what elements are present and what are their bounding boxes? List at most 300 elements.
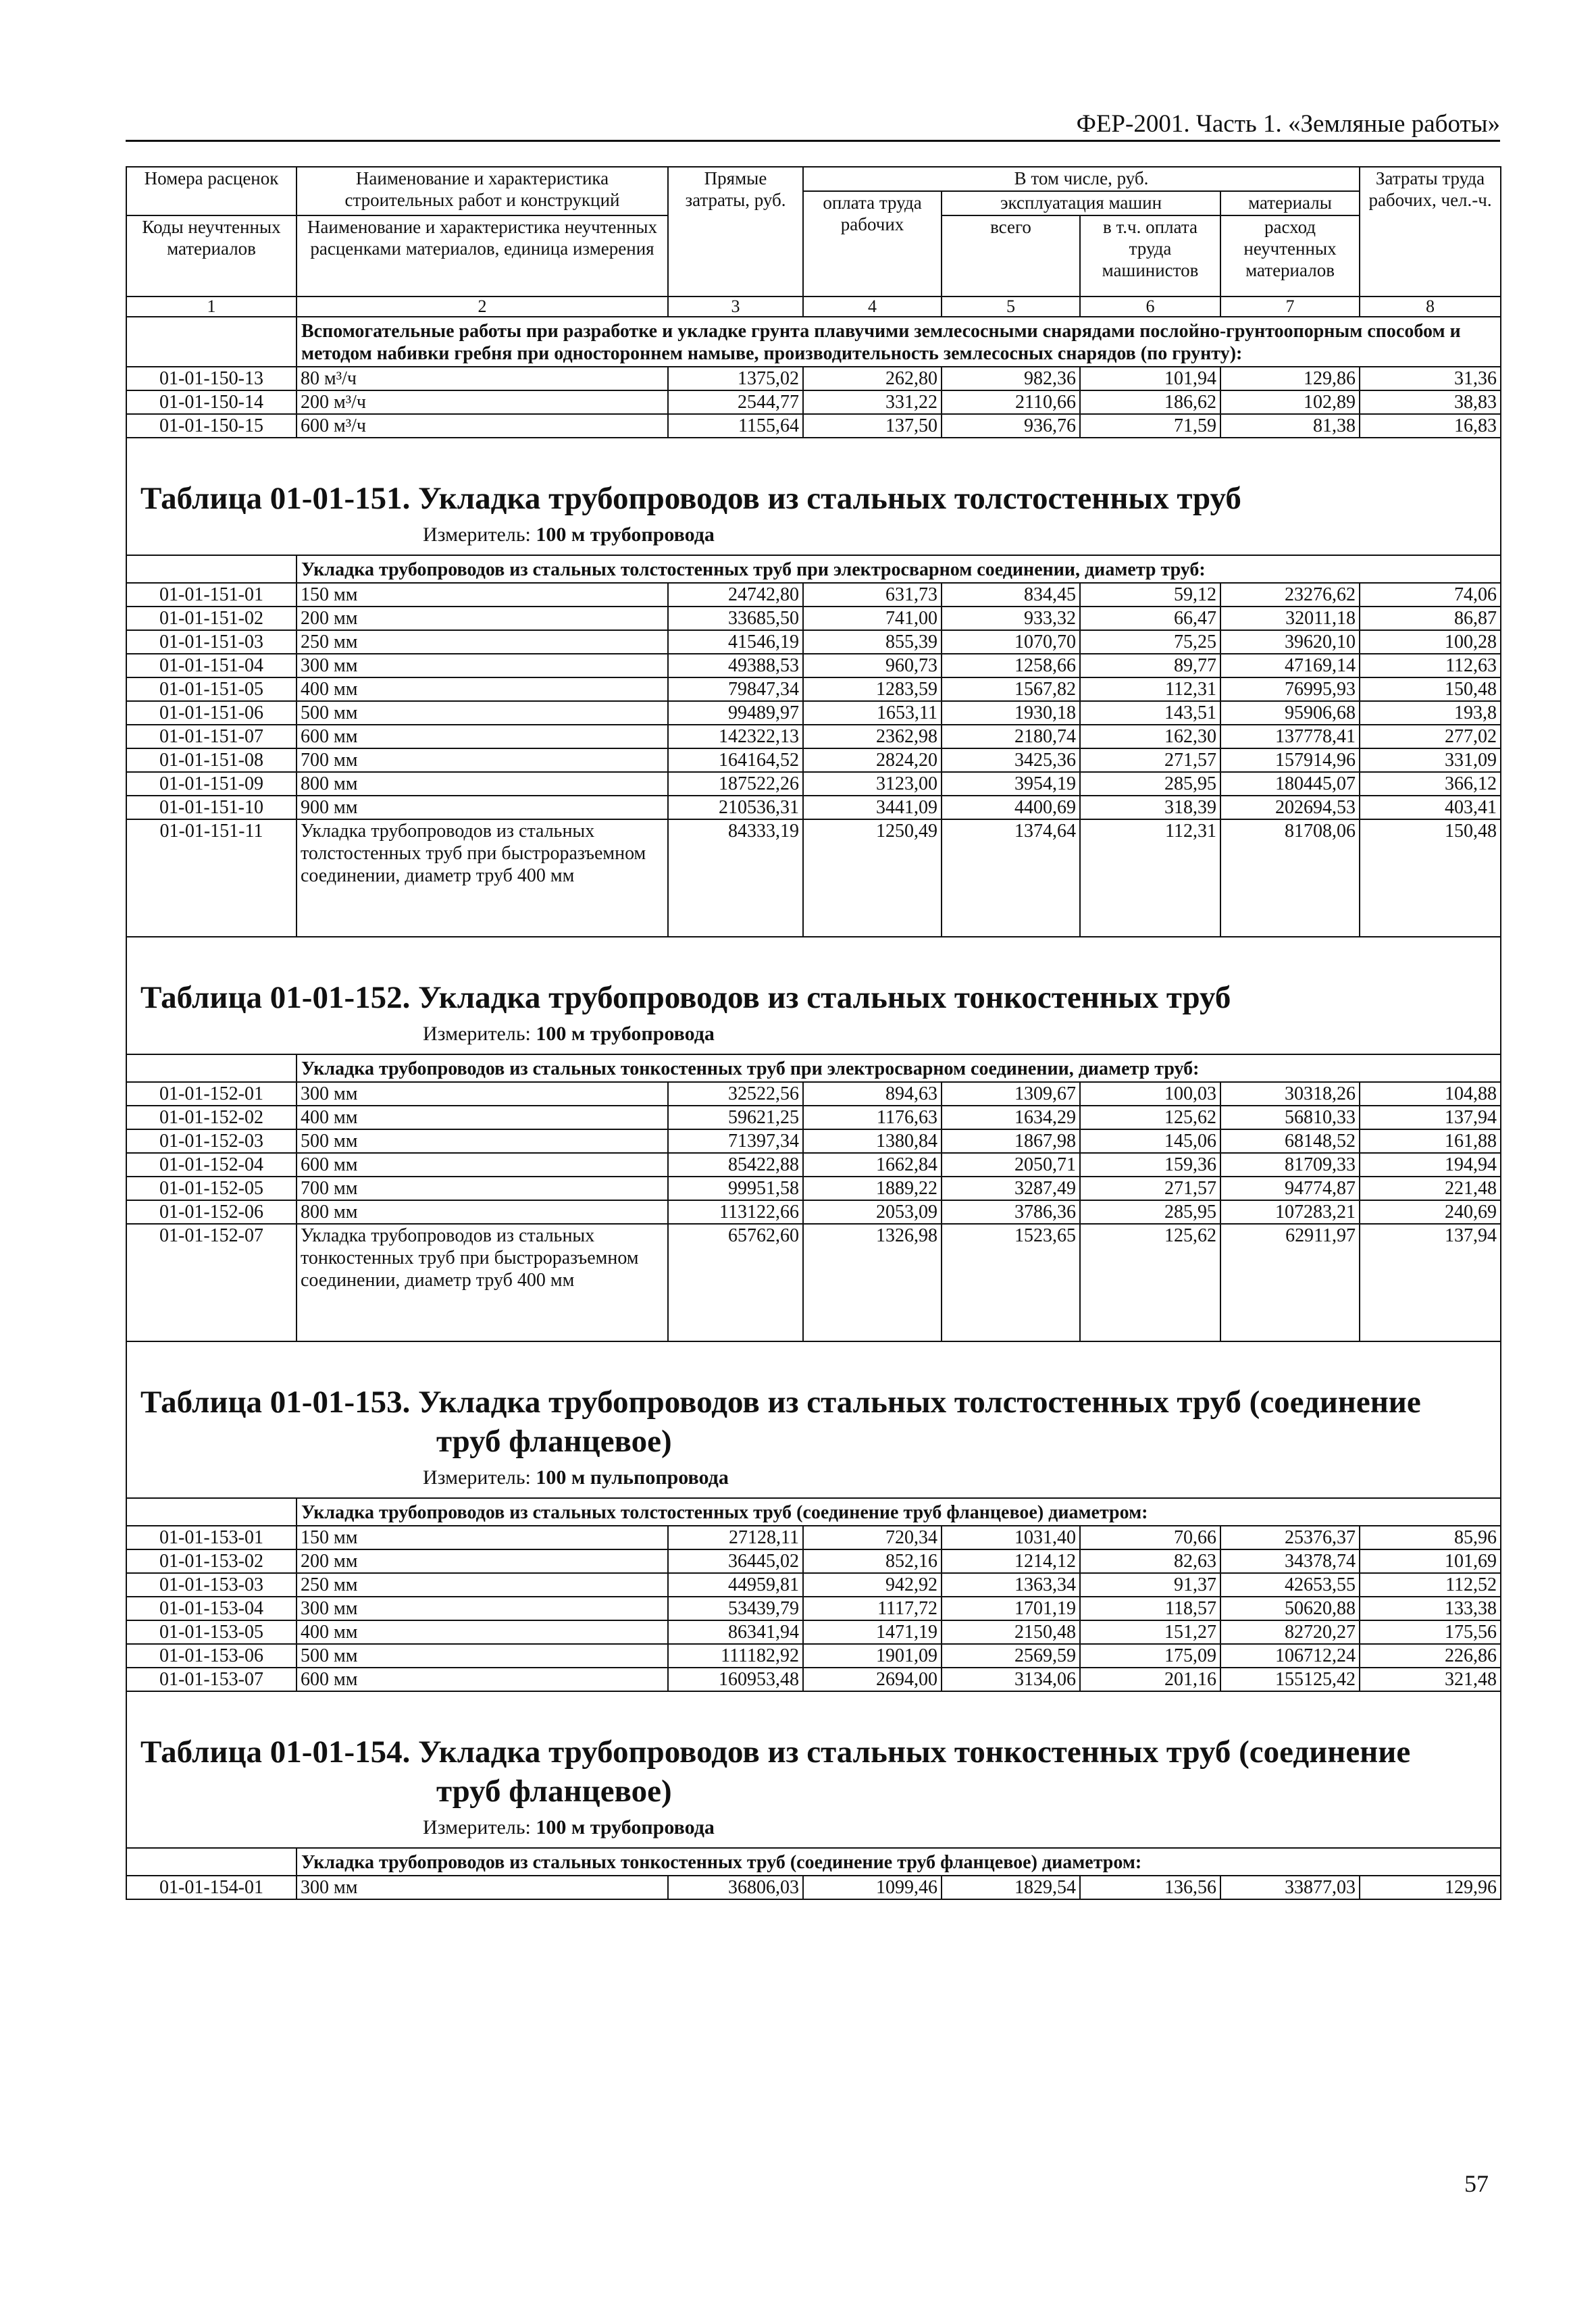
- work-name: 900 мм: [297, 796, 668, 819]
- table-title: [127, 479, 1500, 518]
- table-title-text: Таблица 01-01-153. Укладка трубопроводов из стальных толстостенных труб (соединение: [140, 1385, 1421, 1420]
- col1-top-header: Номера расценок: [126, 167, 297, 215]
- table-row: [126, 1082, 1501, 1106]
- running-header: ФЕР-2001. Часть 1. «Земляные работы»: [1076, 110, 1500, 138]
- material-cost: 81709,33: [1220, 1153, 1360, 1177]
- direct-cost: 210536,31: [668, 796, 803, 819]
- machinist-labor-cost: 285,95: [1080, 772, 1220, 796]
- labor-cost: 2824,20: [803, 748, 942, 772]
- rate-code: 01-01-150-13: [126, 367, 297, 390]
- section-spacer: [126, 937, 1501, 978]
- direct-cost: 1375,02: [668, 367, 803, 390]
- labor-cost: 1176,63: [803, 1106, 942, 1129]
- work-name: 80 м³/ч: [297, 367, 668, 390]
- labor-hours: 403,41: [1360, 796, 1501, 819]
- table-title-row: [126, 479, 1501, 555]
- labor-hours: 277,02: [1360, 725, 1501, 748]
- machine-cost-total: 1523,65: [942, 1224, 1080, 1341]
- work-name: 300 мм: [297, 1597, 668, 1620]
- material-cost: 81708,06: [1220, 819, 1360, 937]
- labor-hours: 100,28: [1360, 630, 1501, 654]
- col1-bottom-header: Коды неучтенных материалов: [126, 215, 297, 297]
- machine-cost-total: 3287,49: [942, 1177, 1080, 1200]
- machinist-labor-cost: 112,31: [1080, 819, 1220, 937]
- direct-cost: 32522,56: [668, 1082, 803, 1106]
- table-row: [126, 1177, 1501, 1200]
- labor-cost: 2694,00: [803, 1668, 942, 1691]
- table-row: [126, 1153, 1501, 1177]
- table-row: [126, 583, 1501, 607]
- measure-label: Измеритель:: [423, 1816, 531, 1839]
- machinist-labor-cost: 82,63: [1080, 1549, 1220, 1573]
- material-cost: 50620,88: [1220, 1597, 1360, 1620]
- machinist-labor-cost: 318,39: [1080, 796, 1220, 819]
- work-name: 150 мм: [297, 583, 668, 607]
- work-name: 200 мм: [297, 1549, 668, 1573]
- rate-code: 01-01-151-03: [126, 630, 297, 654]
- material-cost: 94774,87: [1220, 1177, 1360, 1200]
- labor-hours: 193,8: [1360, 701, 1501, 725]
- direct-cost: 41546,19: [668, 630, 803, 654]
- table-body: [126, 317, 1501, 1899]
- direct-cost: 36806,03: [668, 1876, 803, 1899]
- material-cost: 56810,33: [1220, 1106, 1360, 1129]
- measure-label: Измеритель:: [423, 1466, 531, 1489]
- machine-cost-total: 1309,67: [942, 1082, 1080, 1106]
- table-title-text: Таблица 01-01-151. Укладка трубопроводов из стальных толстостенных труб: [140, 481, 1241, 516]
- table-row: [126, 1200, 1501, 1224]
- work-name: 800 мм: [297, 772, 668, 796]
- machine-cost-total: 1829,54: [942, 1876, 1080, 1899]
- work-name: 700 мм: [297, 1177, 668, 1200]
- table-row: [126, 701, 1501, 725]
- work-name: 600 мм: [297, 1668, 668, 1691]
- col6-header: в т.ч. оплата труда машинистов: [1080, 215, 1220, 297]
- work-name: 600 мм: [297, 1153, 668, 1177]
- section-subtitle-row: [126, 1054, 1501, 1082]
- work-name: 300 мм: [297, 654, 668, 677]
- material-cost: 33877,03: [1220, 1876, 1360, 1899]
- direct-cost: 164164,52: [668, 748, 803, 772]
- machine-cost-total: 1214,12: [942, 1549, 1080, 1573]
- measure-label: Измеритель:: [423, 1023, 531, 1045]
- work-name: 400 мм: [297, 1106, 668, 1129]
- direct-cost: 27128,11: [668, 1526, 803, 1549]
- table-title-text: Таблица 01-01-152. Укладка трубопроводов из стальных тонкостенных труб: [140, 980, 1231, 1015]
- labor-hours: 85,96: [1360, 1526, 1501, 1549]
- section-subtitle: Укладка трубопроводов из стальных толстостенных труб (соединение труб фланцевое) диаметром:: [297, 1498, 1501, 1526]
- section-subtitle-row: [126, 317, 1501, 367]
- table-title-cell: [126, 1383, 1501, 1498]
- col3-header: Прямые затраты, руб.: [668, 167, 803, 297]
- labor-cost: 855,39: [803, 630, 942, 654]
- table-row: [126, 1224, 1501, 1341]
- table-row: [126, 1549, 1501, 1573]
- machinist-labor-cost: 100,03: [1080, 1082, 1220, 1106]
- column-number: 2: [297, 297, 668, 317]
- machinist-labor-cost: 101,94: [1080, 367, 1220, 390]
- labor-cost: 2053,09: [803, 1200, 942, 1224]
- in-total-header: В том числе, руб.: [803, 167, 1360, 191]
- work-name: 250 мм: [297, 630, 668, 654]
- work-name: 400 мм: [297, 1620, 668, 1644]
- table-title-row: [126, 978, 1501, 1054]
- labor-hours: 194,94: [1360, 1153, 1501, 1177]
- rate-code: 01-01-150-15: [126, 414, 297, 438]
- table-row: [126, 630, 1501, 654]
- work-name: 700 мм: [297, 748, 668, 772]
- direct-cost: 65762,60: [668, 1224, 803, 1341]
- table-row: [126, 414, 1501, 438]
- work-name: 800 мм: [297, 1200, 668, 1224]
- machinist-labor-cost: 89,77: [1080, 654, 1220, 677]
- rate-code: 01-01-153-02: [126, 1549, 297, 1573]
- subtitle-blank: [126, 1498, 297, 1526]
- material-cost: 82720,27: [1220, 1620, 1360, 1644]
- material-cost: 42653,55: [1220, 1573, 1360, 1597]
- machinist-labor-cost: 136,56: [1080, 1876, 1220, 1899]
- material-cost: 32011,18: [1220, 607, 1360, 630]
- column-number: 5: [942, 297, 1080, 317]
- direct-cost: 79847,34: [668, 677, 803, 701]
- machinist-labor-cost: 112,31: [1080, 677, 1220, 701]
- measure-value: 100 м трубопровода: [536, 523, 715, 546]
- table-row: [126, 654, 1501, 677]
- labor-cost: 1889,22: [803, 1177, 942, 1200]
- material-cost: 23276,62: [1220, 583, 1360, 607]
- rate-code: 01-01-153-01: [126, 1526, 297, 1549]
- machinist-labor-cost: 145,06: [1080, 1129, 1220, 1153]
- rate-code: 01-01-151-05: [126, 677, 297, 701]
- measure-value: 100 м трубопровода: [536, 1816, 715, 1839]
- labor-hours: 331,09: [1360, 748, 1501, 772]
- table-title-continuation: труб фланцевое): [436, 1424, 672, 1459]
- labor-cost: 852,16: [803, 1549, 942, 1573]
- rate-code: 01-01-151-09: [126, 772, 297, 796]
- table-row: [126, 819, 1501, 937]
- material-cost: 68148,52: [1220, 1129, 1360, 1153]
- rate-code: 01-01-152-06: [126, 1200, 297, 1224]
- material-cost: 102,89: [1220, 390, 1360, 414]
- subtitle-blank: [126, 1054, 297, 1082]
- rate-code: 01-01-151-04: [126, 654, 297, 677]
- machinist-labor-cost: 66,47: [1080, 607, 1220, 630]
- material-cost: 39620,10: [1220, 630, 1360, 654]
- work-name: 500 мм: [297, 1129, 668, 1153]
- labor-cost: 720,34: [803, 1526, 942, 1549]
- rate-code: 01-01-151-10: [126, 796, 297, 819]
- machinist-labor-cost: 125,62: [1080, 1224, 1220, 1341]
- table-row: [126, 725, 1501, 748]
- measure-value: 100 м трубопровода: [536, 1023, 715, 1045]
- machine-cost-total: 1374,64: [942, 819, 1080, 937]
- machine-cost-total: 3954,19: [942, 772, 1080, 796]
- table-row: [126, 1573, 1501, 1597]
- labor-cost: 3123,00: [803, 772, 942, 796]
- section-spacer: [126, 438, 1501, 479]
- machine-cost-total: 3786,36: [942, 1200, 1080, 1224]
- rate-code: 01-01-151-01: [126, 583, 297, 607]
- section-subtitle-row: [126, 1848, 1501, 1876]
- machinist-labor-cost: 271,57: [1080, 1177, 1220, 1200]
- rate-code: 01-01-151-02: [126, 607, 297, 630]
- machine-cost-total: 1634,29: [942, 1106, 1080, 1129]
- labor-cost: 894,63: [803, 1082, 942, 1106]
- labor-cost: 1117,72: [803, 1597, 942, 1620]
- labor-cost: 262,80: [803, 367, 942, 390]
- labor-hours: 137,94: [1360, 1224, 1501, 1341]
- price-table: [126, 166, 1501, 1900]
- machine-cost-total: 1031,40: [942, 1526, 1080, 1549]
- direct-cost: 53439,79: [668, 1597, 803, 1620]
- column-number: 6: [1080, 297, 1220, 317]
- labor-cost: 1380,84: [803, 1129, 942, 1153]
- machine-cost-total: 1701,19: [942, 1597, 1080, 1620]
- rate-code: 01-01-154-01: [126, 1876, 297, 1899]
- labor-cost: 1250,49: [803, 819, 942, 937]
- labor-cost: 1099,46: [803, 1876, 942, 1899]
- table-title-cell: [126, 479, 1501, 555]
- direct-cost: 142322,13: [668, 725, 803, 748]
- machine-cost-total: 1867,98: [942, 1129, 1080, 1153]
- material-cost: 95906,68: [1220, 701, 1360, 725]
- material-cost: 62911,97: [1220, 1224, 1360, 1341]
- section-spacer: [126, 1691, 1501, 1732]
- labor-cost: 631,73: [803, 583, 942, 607]
- machine-cost-total: 933,32: [942, 607, 1080, 630]
- spacer-cell: [126, 1691, 1501, 1732]
- labor-cost: 331,22: [803, 390, 942, 414]
- rate-code: 01-01-153-03: [126, 1573, 297, 1597]
- material-cost: 137778,41: [1220, 725, 1360, 748]
- rate-code: 01-01-151-08: [126, 748, 297, 772]
- machine-cost-total: 3134,06: [942, 1668, 1080, 1691]
- measure-label: Измеритель:: [423, 523, 531, 546]
- rate-code: 01-01-151-06: [126, 701, 297, 725]
- table-row: [126, 1644, 1501, 1668]
- machine-cost-total: 936,76: [942, 414, 1080, 438]
- labor-hours: 38,83: [1360, 390, 1501, 414]
- table-title-row: [126, 1732, 1501, 1848]
- section-subtitle-row: [126, 1498, 1501, 1526]
- table-title-cell: [126, 978, 1501, 1054]
- table-row: [126, 1526, 1501, 1549]
- col4-header: оплата труда рабочих: [803, 191, 942, 297]
- direct-cost: 111182,92: [668, 1644, 803, 1668]
- direct-cost: 2544,77: [668, 390, 803, 414]
- col2-top-header: Наименование и характеристика строительных работ и конструкций: [297, 167, 668, 215]
- labor-hours: 74,06: [1360, 583, 1501, 607]
- materials-header: материалы: [1220, 191, 1360, 215]
- machinist-labor-cost: 71,59: [1080, 414, 1220, 438]
- table-title: [127, 978, 1500, 1017]
- work-name: 150 мм: [297, 1526, 668, 1549]
- material-cost: 107283,21: [1220, 1200, 1360, 1224]
- machine-cost-total: 2150,48: [942, 1620, 1080, 1644]
- direct-cost: 33685,50: [668, 607, 803, 630]
- direct-cost: 36445,02: [668, 1549, 803, 1573]
- rate-code: 01-01-152-01: [126, 1082, 297, 1106]
- table-row: [126, 1876, 1501, 1899]
- labor-cost: 1653,11: [803, 701, 942, 725]
- machinist-labor-cost: 159,36: [1080, 1153, 1220, 1177]
- direct-cost: 49388,53: [668, 654, 803, 677]
- machine-cost-total: 2050,71: [942, 1153, 1080, 1177]
- rate-code: 01-01-152-02: [126, 1106, 297, 1129]
- material-cost: 155125,42: [1220, 1668, 1360, 1691]
- column-number: 3: [668, 297, 803, 317]
- labor-hours: 101,69: [1360, 1549, 1501, 1573]
- section-spacer: [126, 1341, 1501, 1383]
- work-name: 600 мм: [297, 725, 668, 748]
- machinist-labor-cost: 186,62: [1080, 390, 1220, 414]
- table-row: [126, 367, 1501, 390]
- material-cost: 47169,14: [1220, 654, 1360, 677]
- labor-cost: 1662,84: [803, 1153, 942, 1177]
- measure-line: [127, 1461, 1500, 1497]
- labor-cost: 2362,98: [803, 725, 942, 748]
- table-row: [126, 748, 1501, 772]
- machinist-labor-cost: 125,62: [1080, 1106, 1220, 1129]
- table-row: [126, 772, 1501, 796]
- subtitle-blank: [126, 555, 297, 583]
- rate-code: 01-01-153-04: [126, 1597, 297, 1620]
- direct-cost: 84333,19: [668, 819, 803, 937]
- column-number: 1: [126, 297, 297, 317]
- section-subtitle: Укладка трубопроводов из стальных тонкостенных труб (соединение труб фланцевое) диаметром:: [297, 1848, 1501, 1876]
- rate-code: 01-01-153-05: [126, 1620, 297, 1644]
- table-row: [126, 607, 1501, 630]
- col5-header: всего: [942, 215, 1080, 297]
- table-row: [126, 1129, 1501, 1153]
- work-name: 200 м³/ч: [297, 390, 668, 414]
- labor-hours: 31,36: [1360, 367, 1501, 390]
- measure-value: 100 м пульпопровода: [536, 1466, 729, 1489]
- table-row: [126, 1668, 1501, 1691]
- rate-code: 01-01-152-05: [126, 1177, 297, 1200]
- direct-cost: 1155,64: [668, 414, 803, 438]
- table-row: [126, 1106, 1501, 1129]
- direct-cost: 99951,58: [668, 1177, 803, 1200]
- labor-hours: 175,56: [1360, 1620, 1501, 1644]
- table-header: [126, 167, 1501, 317]
- machinist-labor-cost: 151,27: [1080, 1620, 1220, 1644]
- material-cost: 76995,93: [1220, 677, 1360, 701]
- measure-line: [127, 1017, 1500, 1054]
- section-subtitle: Укладка трубопроводов из стальных тонкостенных труб при электросварном соединении, диаметр труб:: [297, 1054, 1501, 1082]
- labor-cost: 942,92: [803, 1573, 942, 1597]
- rate-code: 01-01-152-07: [126, 1224, 297, 1341]
- labor-hours: 16,83: [1360, 414, 1501, 438]
- column-number: 7: [1220, 297, 1360, 317]
- labor-cost: 1283,59: [803, 677, 942, 701]
- work-name: 200 мм: [297, 607, 668, 630]
- table-title: [127, 1732, 1500, 1811]
- direct-cost: 85422,88: [668, 1153, 803, 1177]
- table-row: [126, 390, 1501, 414]
- material-cost: 202694,53: [1220, 796, 1360, 819]
- labor-hours: 150,48: [1360, 819, 1501, 937]
- machine-cost-total: 1258,66: [942, 654, 1080, 677]
- material-cost: 34378,74: [1220, 1549, 1360, 1573]
- labor-hours: 226,86: [1360, 1644, 1501, 1668]
- rate-code: 01-01-153-07: [126, 1668, 297, 1691]
- table-row: [126, 796, 1501, 819]
- labor-hours: 112,63: [1360, 654, 1501, 677]
- machine-cost-total: 2180,74: [942, 725, 1080, 748]
- table-title-continuation: труб фланцевое): [436, 1774, 672, 1809]
- material-cost: 106712,24: [1220, 1644, 1360, 1668]
- labor-cost: 137,50: [803, 414, 942, 438]
- work-name: 600 м³/ч: [297, 414, 668, 438]
- machinist-labor-cost: 175,09: [1080, 1644, 1220, 1668]
- rate-code: 01-01-150-14: [126, 390, 297, 414]
- labor-cost: 3441,09: [803, 796, 942, 819]
- labor-cost: 1326,98: [803, 1224, 942, 1341]
- rate-code: 01-01-152-04: [126, 1153, 297, 1177]
- machinist-labor-cost: 91,37: [1080, 1573, 1220, 1597]
- section-subtitle: Вспомогательные работы при разработке и укладке грунта плавучими землесосными снарядами послойно-грунтоопорным способом и методом набивки гребня при одностороннем намыве, производительность землесосных снарядов (по грунту):: [297, 317, 1501, 367]
- machine-cost-total: 834,45: [942, 583, 1080, 607]
- labor-hours: 321,48: [1360, 1668, 1501, 1691]
- direct-cost: 44959,81: [668, 1573, 803, 1597]
- table-row: [126, 677, 1501, 701]
- labor-hours: 150,48: [1360, 677, 1501, 701]
- column-number: 8: [1360, 297, 1501, 317]
- direct-cost: 71397,34: [668, 1129, 803, 1153]
- column-numbers: [126, 297, 1501, 317]
- labor-cost: 1901,09: [803, 1644, 942, 1668]
- machine-cost-total: 4400,69: [942, 796, 1080, 819]
- col7-header: расход неучтенных материалов: [1220, 215, 1360, 297]
- machinist-labor-cost: 285,95: [1080, 1200, 1220, 1224]
- machines-header: эксплуатация машин: [942, 191, 1220, 215]
- machinist-labor-cost: 59,12: [1080, 583, 1220, 607]
- work-name: 500 мм: [297, 1644, 668, 1668]
- measure-line: [127, 1811, 1500, 1847]
- work-name: 300 мм: [297, 1876, 668, 1899]
- machinist-labor-cost: 271,57: [1080, 748, 1220, 772]
- material-cost: 180445,07: [1220, 772, 1360, 796]
- work-name: 250 мм: [297, 1573, 668, 1597]
- labor-cost: 741,00: [803, 607, 942, 630]
- table-title-cell: [126, 1732, 1501, 1848]
- machine-cost-total: 2569,59: [942, 1644, 1080, 1668]
- subtitle-blank: [126, 317, 297, 367]
- machinist-labor-cost: 118,57: [1080, 1597, 1220, 1620]
- work-name: Укладка трубопроводов из стальных толстостенных труб при быстроразъемном соединении, диаметр труб 400 мм: [297, 819, 668, 937]
- machine-cost-total: 3425,36: [942, 748, 1080, 772]
- material-cost: 25376,37: [1220, 1526, 1360, 1549]
- column-number: 4: [803, 297, 942, 317]
- direct-cost: 187522,26: [668, 772, 803, 796]
- rate-code: 01-01-151-11: [126, 819, 297, 937]
- work-name: 500 мм: [297, 701, 668, 725]
- page-number: 57: [1464, 2170, 1489, 2197]
- table-title-row: [126, 1383, 1501, 1498]
- measure-line: [127, 518, 1500, 555]
- direct-cost: 86341,94: [668, 1620, 803, 1644]
- machinist-labor-cost: 201,16: [1080, 1668, 1220, 1691]
- col8-header: Затраты труда рабочих, чел.-ч.: [1360, 167, 1501, 297]
- rate-code: 01-01-151-07: [126, 725, 297, 748]
- labor-hours: 86,87: [1360, 607, 1501, 630]
- labor-hours: 161,88: [1360, 1129, 1501, 1153]
- labor-hours: 112,52: [1360, 1573, 1501, 1597]
- rate-code: 01-01-153-06: [126, 1644, 297, 1668]
- machinist-labor-cost: 143,51: [1080, 701, 1220, 725]
- table-title-text: Таблица 01-01-154. Укладка трубопроводов из стальных тонкостенных труб (соединение: [140, 1734, 1411, 1770]
